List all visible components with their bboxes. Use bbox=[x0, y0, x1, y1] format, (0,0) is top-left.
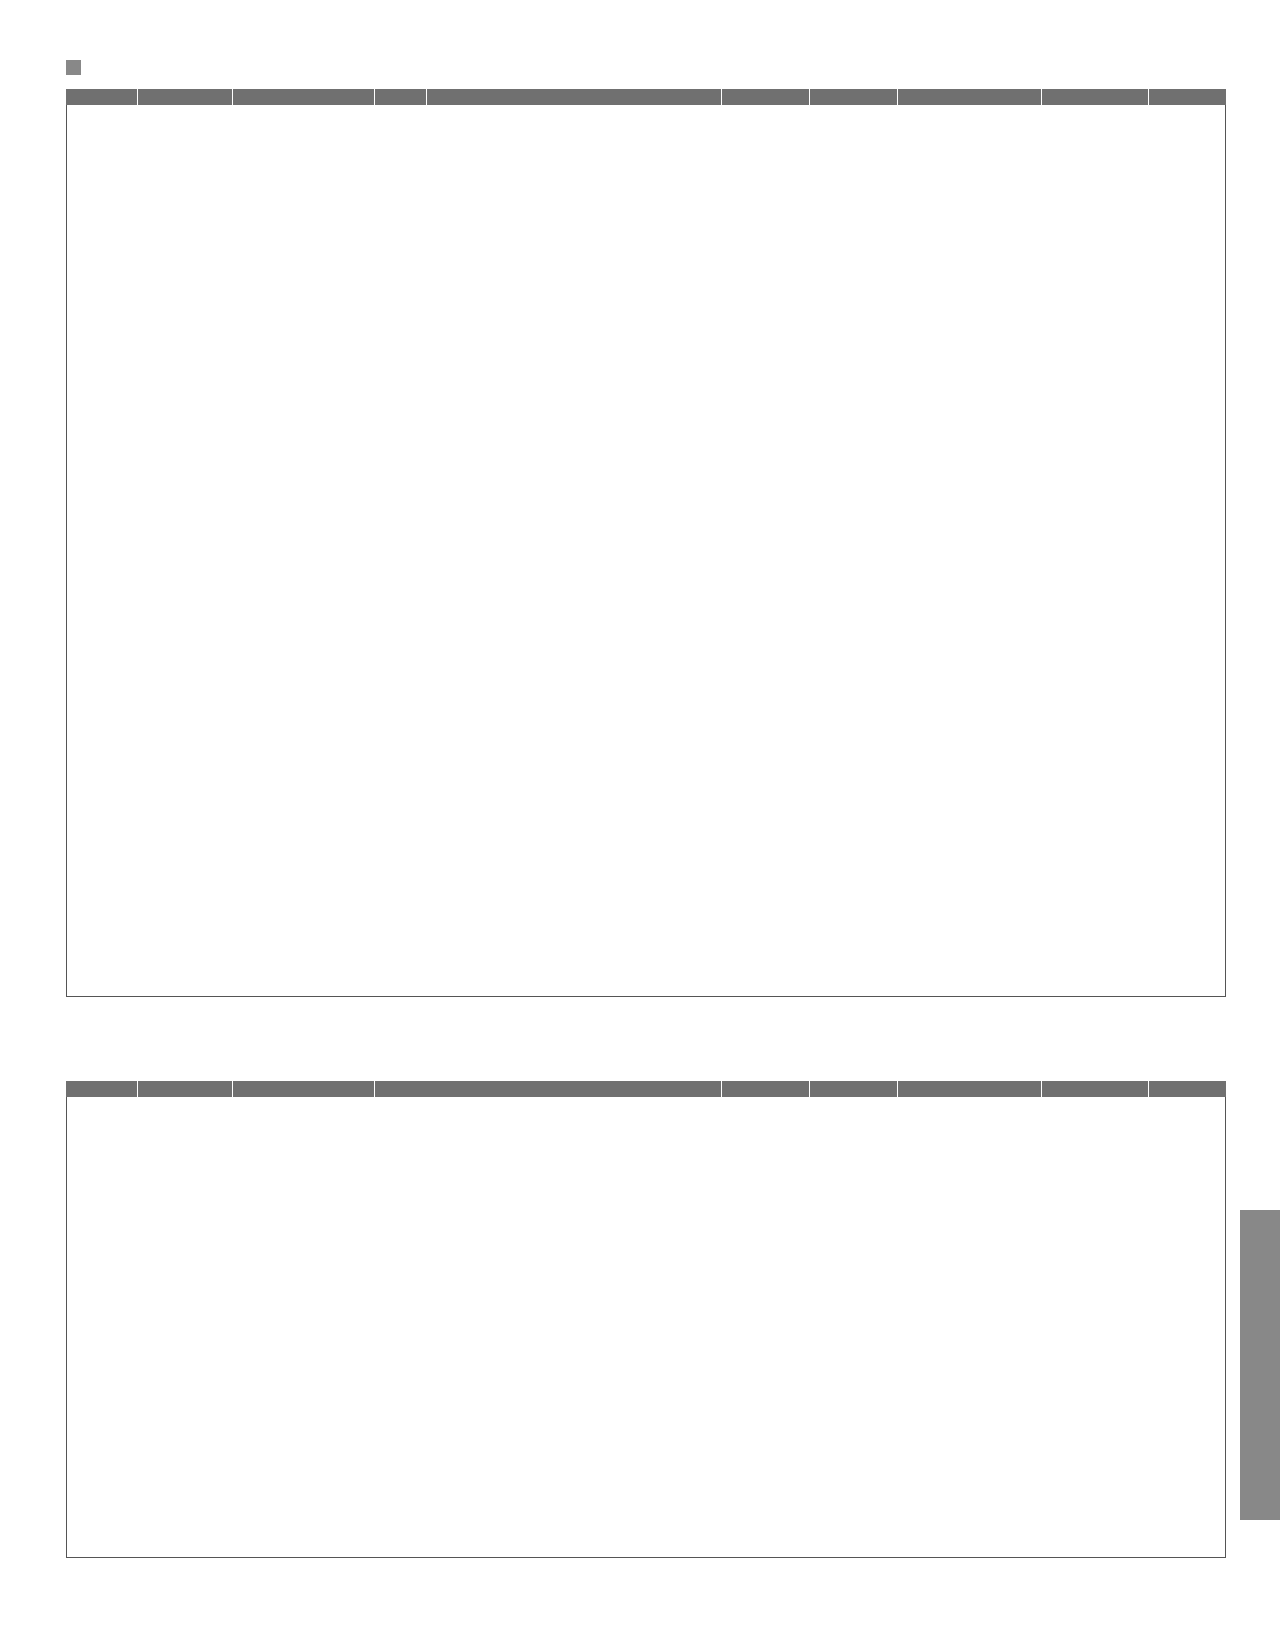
section-title bbox=[66, 60, 87, 75]
table-header-2 bbox=[66, 1081, 1226, 1097]
size-table-blouse bbox=[66, 105, 1226, 997]
size-table-winpinx bbox=[66, 1097, 1226, 1558]
section-header-blouse bbox=[66, 60, 1226, 84]
side-tab bbox=[1240, 1210, 1280, 1520]
square-icon bbox=[66, 60, 81, 75]
table-header-1 bbox=[66, 89, 1226, 105]
size-header bbox=[427, 89, 722, 105]
section-header-winpinx bbox=[66, 1040, 1226, 1064]
section-note bbox=[1216, 66, 1226, 78]
section-note bbox=[1216, 1062, 1226, 1074]
